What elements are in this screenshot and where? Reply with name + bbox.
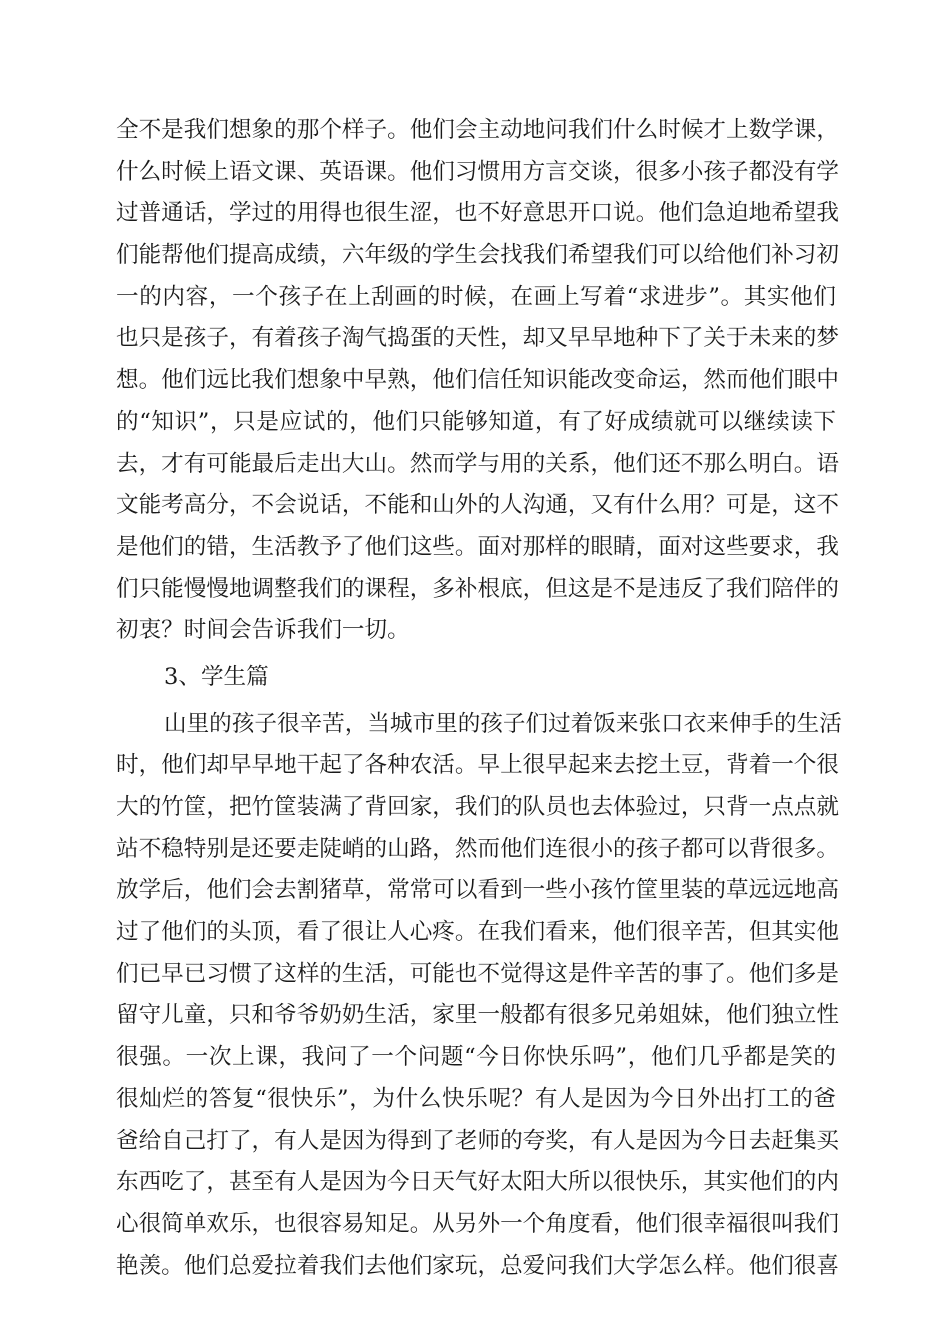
text-line: 东西吃了，甚至有人是因为今日天气好太阳大所以很快乐，其实他们的内 [116, 1169, 839, 1196]
text-line: 全不是我们想象的那个样子。他们会主动地问我们什么时候才上数学课， [116, 117, 839, 143]
text-line: 去，才有可能最后走出大山。然而学与用的关系，他们还不那么明白。语 [116, 450, 839, 477]
text-line: 一的内容，一个孩子在上刮画的时候，在画上写着“求进步”。其实他们 [116, 283, 836, 310]
text-line: 山里的孩子很辛苦，当城市里的孩子们过着饭来张口衣来伸手的生活 [164, 710, 842, 737]
text-line: 很灿烂的答复“很快乐”，为什么快乐呢？有人是因为今日外出打工的爸 [116, 1085, 836, 1112]
text-line: 过普通话，学过的用得也很生涩，也不好意思开口说。他们急迫地希望我 [116, 200, 839, 227]
document-body [116, 110, 842, 1287]
paragraph-students [116, 704, 842, 1288]
section-heading: 3、学生篇 [164, 663, 269, 690]
text-line: 留守儿童，只和爷爷奶奶生活，家里一般都有很多兄弟姐妹，他们独立性 [116, 1002, 839, 1029]
text-line: 初衷？时间会告诉我们一切。 [116, 617, 410, 644]
text-line: 站不稳特别是还要走陡峭的山路，然而他们连很小的孩子都可以背很多。 [116, 835, 839, 862]
text-line: 时，他们却早早地干起了各种农活。早上很早起来去挖土豆，背着一个很 [116, 752, 839, 779]
text-line: 放学后，他们会去割猪草，常常可以看到一些小孩竹筐里装的草远远地高 [116, 877, 839, 904]
text-line: 过了他们的头顶，看了很让人心疼。在我们看来，他们很辛苦，但其实他 [116, 919, 839, 946]
text-line: 什么时候上语文课、英语课。他们习惯用方言交谈，很多小孩子都没有学 [116, 158, 839, 185]
text-line: 的“知识”，只是应试的，他们只能够知道，有了好成绩就可以继续读下 [116, 408, 836, 435]
text-line: 很强。一次上课，我问了一个问题“今日你快乐吗”，他们几乎都是笑的 [116, 1044, 836, 1071]
text-line: 爸给自己打了，有人是因为得到了老师的夸奖，有人是因为今日去赶集买 [116, 1127, 839, 1154]
text-line: 艳羡。他们总爱拉着我们去他们家玩，总爱问我们大学怎么样。他们很喜 [116, 1252, 839, 1279]
text-line: 大的竹筐，把竹筐装满了背回家，我们的队员也去体验过，只背一点点就 [116, 794, 839, 820]
text-line: 们已早已习惯了这样的生活，可能也不觉得这是件辛苦的事了。他们多是 [116, 960, 839, 987]
text-line: 也只是孩子，有着孩子淘气捣蛋的天性，却又早早地种下了关于未来的梦 [116, 325, 839, 352]
text-line: 想。他们远比我们想象中早熟，他们信任知识能改变命运，然而他们眼中 [116, 367, 839, 394]
text-line: 们只能慢慢地调整我们的课程，多补根底，但这是不是违反了我们陪伴的 [116, 575, 839, 602]
paragraph-teaching-reflection [116, 110, 839, 652]
text-line: 心很简单欢乐，也很容易知足。从另外一个角度看，他们很幸福很叫我们 [116, 1210, 839, 1237]
text-line: 们能帮他们提高成绩，六年级的学生会找我们希望我们可以给他们补习初 [116, 242, 839, 269]
text-line: 文能考高分，不会说话，不能和山外的人沟通，又有什么用？可是，这不 [116, 492, 839, 519]
text-line: 是他们的错，生活教予了他们这些。面对那样的眼睛，面对这些要求，我 [116, 533, 839, 560]
